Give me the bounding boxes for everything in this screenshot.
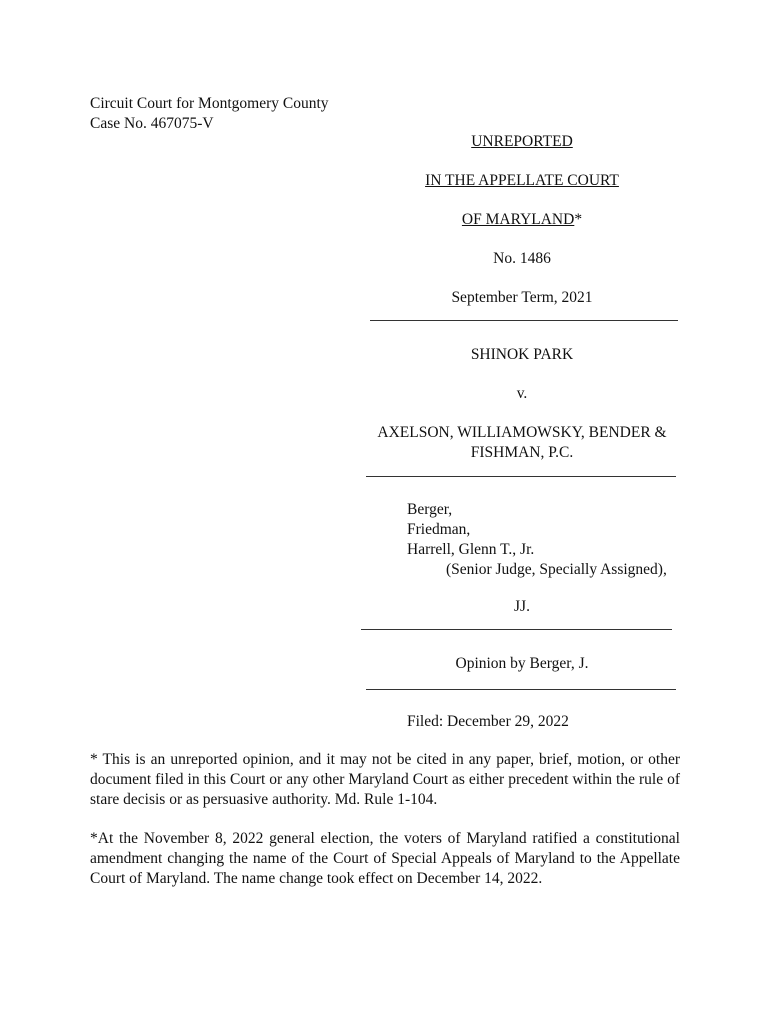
- circuit-court-line: Circuit Court for Montgomery County: [90, 95, 329, 112]
- appellant-name: SHINOK PARK: [470, 346, 574, 363]
- court-rename-footnote: *At the November 8, 2022 general election, the voters of Maryland ratified a constitutional amendment changing the name of the Court of Special Appeals of Maryland to the Appellate Court of Maryland. The name change took effect on December 14, 2022.: [90, 830, 680, 887]
- filed-date: Filed: December 29, 2022: [407, 713, 569, 730]
- docket-number: No. 1486: [493, 250, 551, 267]
- case-number: Case No. 467075-V: [90, 115, 214, 132]
- divider-rule: [366, 689, 676, 690]
- appellee-name-line1: AXELSON, WILLIAMOWSKY, BENDER &: [377, 424, 667, 441]
- appellee-name-line2: FISHMAN, P.C.: [470, 444, 574, 461]
- judge-name: Harrell, Glenn T., Jr.: [407, 541, 535, 558]
- footnote-marker: *: [574, 211, 583, 228]
- versus: v.: [516, 385, 528, 402]
- unreported-opinion-footnote: * This is an unreported opinion, and it may not be cited in any paper, brief, motion, or other document filed in this Court or any other Maryland Court as either precedent within the rule of stare decisis or as persuasive authority. Md. Rule 1-104.: [90, 751, 680, 808]
- opinion-author: Opinion by Berger, J.: [455, 655, 589, 672]
- court-info: [90, 94, 329, 134]
- judges-suffix: JJ.: [514, 598, 530, 615]
- divider-rule: [361, 629, 672, 630]
- court-name-line1: IN THE APPELLATE COURT: [425, 172, 619, 189]
- judge-name: Friedman,: [407, 521, 471, 538]
- term: September Term, 2021: [451, 289, 593, 306]
- divider-rule: [366, 476, 676, 477]
- unreported-heading: UNREPORTED: [471, 133, 573, 150]
- judges-panel: [407, 500, 667, 580]
- judge-note: (Senior Judge, Specially Assigned),: [446, 561, 667, 578]
- court-name-line2: OF MARYLAND*: [461, 211, 583, 228]
- judge-name: Berger,: [407, 501, 453, 518]
- divider-rule: [370, 320, 678, 321]
